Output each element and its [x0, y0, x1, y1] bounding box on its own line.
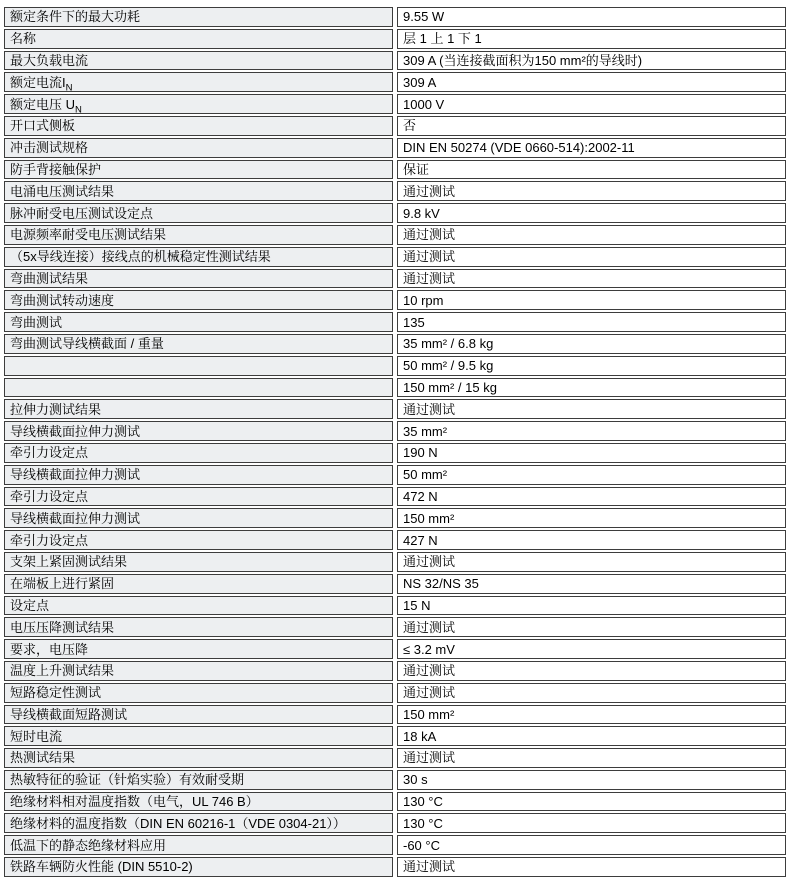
- spec-label-text: 绝缘材料相对温度指数（电气，UL 746 B）: [10, 794, 259, 810]
- spec-label-cell: [4, 138, 393, 158]
- spec-label-text: 最大负载电流: [10, 52, 89, 68]
- spec-label-text: 额定条件下的最大功耗: [10, 9, 141, 25]
- spec-label-cell: [4, 72, 393, 92]
- spec-label-text: 导线横截面短路测试: [10, 706, 128, 722]
- spec-value-cell: 层 1 上 1 下 1: [397, 29, 786, 49]
- spec-table: [0, 5, 790, 879]
- spec-value-cell: 309 A: [397, 72, 786, 92]
- spec-label-text: 弯曲测试: [10, 314, 63, 330]
- spec-label-text: 牵引力设定点: [10, 488, 89, 504]
- spec-label-cell: [4, 857, 393, 877]
- table-row: [4, 312, 786, 332]
- table-row: [4, 552, 786, 572]
- spec-value-cell: 1000 V: [397, 94, 786, 114]
- spec-label-text: 弯曲测试转动速度: [10, 292, 115, 308]
- spec-label-cell: [4, 748, 393, 768]
- spec-label-cell: [4, 269, 393, 289]
- spec-value-cell: 9.8 kV: [397, 203, 786, 223]
- spec-value-cell: 通过测试: [397, 247, 786, 267]
- spec-value-cell: 30 s: [397, 770, 786, 790]
- spec-label-cell: [4, 290, 393, 310]
- table-row: [4, 269, 786, 289]
- table-row: [4, 508, 786, 528]
- table-row: [4, 94, 786, 114]
- spec-label-text: 名称: [10, 31, 37, 47]
- table-row: [4, 247, 786, 267]
- spec-value-cell: 通过测试: [397, 617, 786, 637]
- spec-label-cell: [4, 465, 393, 485]
- spec-label-cell: [4, 530, 393, 550]
- spec-label-cell: [4, 726, 393, 746]
- table-row: [4, 705, 786, 725]
- spec-label-cell: [4, 399, 393, 419]
- spec-label-cell: [4, 835, 393, 855]
- spec-label-cell: [4, 508, 393, 528]
- spec-label-text: 电涌电压测试结果: [10, 183, 115, 199]
- spec-label-text: 导线横截面拉伸力测试: [10, 467, 141, 483]
- spec-label-cell: [4, 617, 393, 637]
- spec-label-text: 短路稳定性测试: [10, 685, 102, 701]
- spec-value-cell: 150 mm²: [397, 508, 786, 528]
- spec-label-cell: [4, 29, 393, 49]
- spec-label-text: 脉冲耐受电压测试设定点: [10, 205, 154, 221]
- spec-value-cell: 通过测试: [397, 857, 786, 877]
- spec-label-text: 开口式侧板: [10, 118, 76, 134]
- table-row: [4, 661, 786, 681]
- spec-label-text: 温度上升测试结果: [10, 663, 115, 679]
- spec-value-cell: ≤ 3.2 mV: [397, 639, 786, 659]
- spec-label-cell: [4, 487, 393, 507]
- spec-label-text: （5x导线连接）接线点的机械稳定性测试结果: [10, 249, 271, 265]
- table-row: [4, 225, 786, 245]
- spec-label-cell: [4, 225, 393, 245]
- spec-label-cell: [4, 443, 393, 463]
- spec-value-cell: 50 mm²: [397, 465, 786, 485]
- table-row: [4, 639, 786, 659]
- spec-label-cell: [4, 203, 393, 223]
- spec-label-cell: [4, 552, 393, 572]
- spec-label-cell: [4, 661, 393, 681]
- spec-label-cell: [4, 813, 393, 833]
- table-row: [4, 596, 786, 616]
- spec-label-cell: [4, 639, 393, 659]
- spec-label-text: 弯曲测试导线横截面 / 重量: [10, 336, 164, 352]
- spec-label-text: 额定电流I: [10, 74, 66, 90]
- table-row: [4, 29, 786, 49]
- spec-label-text: 热敏特征的验证（针焰实验）有效耐受期: [10, 772, 245, 788]
- spec-label-cell: [4, 7, 393, 27]
- spec-label-subscript: N: [65, 82, 73, 93]
- table-row: [4, 726, 786, 746]
- spec-value-cell: 10 rpm: [397, 290, 786, 310]
- spec-value-cell: NS 32/NS 35: [397, 574, 786, 594]
- spec-label-text: 绝缘材料的温度指数（DIN EN 60216-1（VDE 0304-21））: [10, 815, 346, 831]
- table-row: [4, 748, 786, 768]
- spec-value-cell: 18 kA: [397, 726, 786, 746]
- spec-label-cell: [4, 378, 393, 398]
- spec-value-cell: 150 mm²: [397, 705, 786, 725]
- table-row: [4, 857, 786, 877]
- table-row: [4, 399, 786, 419]
- spec-label-text: 拉伸力测试结果: [10, 401, 102, 417]
- table-row: [4, 792, 786, 812]
- spec-label-text: 支架上紧固测试结果: [10, 554, 128, 570]
- spec-value-cell: 通过测试: [397, 181, 786, 201]
- table-row: [4, 290, 786, 310]
- spec-label-text: 牵引力设定点: [10, 445, 89, 461]
- spec-label-text: 导线横截面拉伸力测试: [10, 423, 141, 439]
- spec-label-cell: [4, 356, 393, 376]
- spec-label-text: 电源频率耐受电压测试结果: [10, 227, 167, 243]
- table-row: [4, 116, 786, 136]
- spec-value-cell: 35 mm² / 6.8 kg: [397, 334, 786, 354]
- table-row: [4, 530, 786, 550]
- spec-label-cell: [4, 334, 393, 354]
- spec-value-cell: 150 mm² / 15 kg: [397, 378, 786, 398]
- spec-label-cell: [4, 181, 393, 201]
- table-row: [4, 617, 786, 637]
- spec-label-text: 冲击测试规格: [10, 140, 89, 156]
- table-row: [4, 7, 786, 27]
- spec-label-subscript: N: [75, 104, 82, 114]
- spec-label-cell: [4, 683, 393, 703]
- spec-label-text: 在端板上进行紧固: [10, 576, 115, 592]
- spec-value-cell: 通过测试: [397, 225, 786, 245]
- table-row: [4, 356, 786, 376]
- spec-value-cell: DIN EN 50274 (VDE 0660-514):2002-11: [397, 138, 786, 158]
- spec-value-cell: 130 °C: [397, 792, 786, 812]
- spec-value-cell: 通过测试: [397, 683, 786, 703]
- spec-label-text: 电压压降测试结果: [10, 619, 115, 635]
- table-row: [4, 465, 786, 485]
- spec-value-cell: 35 mm²: [397, 421, 786, 441]
- table-row: [4, 138, 786, 158]
- spec-label-cell: [4, 94, 393, 114]
- spec-value-cell: 保证: [397, 160, 786, 180]
- spec-value-cell: -60 °C: [397, 835, 786, 855]
- spec-value-cell: 通过测试: [397, 552, 786, 572]
- spec-label-text: 热测试结果: [10, 750, 76, 766]
- spec-table-body: [4, 7, 786, 877]
- spec-label-cell: [4, 792, 393, 812]
- spec-label-text: 额定电压 U: [10, 96, 76, 112]
- spec-label-cell: [4, 160, 393, 180]
- spec-label-text: 铁路车辆防火性能 (DIN 5510-2): [10, 859, 193, 875]
- spec-label-cell: [4, 116, 393, 136]
- spec-label-text: 低温下的静态绝缘材料应用: [10, 837, 167, 853]
- table-row: [4, 51, 786, 71]
- spec-label-text: 导线横截面拉伸力测试: [10, 510, 141, 526]
- spec-label-text: 要求，电压降: [10, 641, 89, 657]
- spec-value-cell: 472 N: [397, 487, 786, 507]
- table-row: [4, 181, 786, 201]
- spec-label-text: 防手背接触保护: [10, 161, 102, 177]
- table-row: [4, 443, 786, 463]
- spec-value-cell: 309 A (当连接截面积为150 mm²的导线时): [397, 51, 786, 71]
- spec-value-cell: 否: [397, 116, 786, 136]
- spec-value-cell: 通过测试: [397, 399, 786, 419]
- table-row: [4, 72, 786, 92]
- spec-label-cell: [4, 574, 393, 594]
- spec-label-cell: [4, 421, 393, 441]
- table-row: [4, 770, 786, 790]
- table-row: [4, 835, 786, 855]
- spec-label-cell: [4, 312, 393, 332]
- spec-label-text: 弯曲测试结果: [10, 270, 89, 286]
- spec-label-text: 短时电流: [10, 728, 63, 744]
- spec-label-cell: [4, 770, 393, 790]
- table-row: [4, 421, 786, 441]
- spec-value-cell: 427 N: [397, 530, 786, 550]
- spec-label-text: 设定点: [10, 597, 50, 613]
- table-row: [4, 334, 786, 354]
- spec-value-cell: 通过测试: [397, 661, 786, 681]
- spec-value-cell: 9.55 W: [397, 7, 786, 27]
- spec-value-cell: 130 °C: [397, 813, 786, 833]
- spec-value-cell: 135: [397, 312, 786, 332]
- spec-value-cell: 通过测试: [397, 269, 786, 289]
- table-row: [4, 160, 786, 180]
- spec-value-cell: 通过测试: [397, 748, 786, 768]
- spec-value-cell: 50 mm² / 9.5 kg: [397, 356, 786, 376]
- spec-value-cell: 15 N: [397, 596, 786, 616]
- table-row: [4, 574, 786, 594]
- table-row: [4, 487, 786, 507]
- spec-label-cell: [4, 596, 393, 616]
- spec-label-cell: [4, 51, 393, 71]
- spec-label-cell: [4, 247, 393, 267]
- spec-label-text: 牵引力设定点: [10, 532, 89, 548]
- spec-label-cell: [4, 705, 393, 725]
- table-row: [4, 683, 786, 703]
- table-row: [4, 813, 786, 833]
- table-row: [4, 378, 786, 398]
- table-row: [4, 203, 786, 223]
- spec-value-cell: 190 N: [397, 443, 786, 463]
